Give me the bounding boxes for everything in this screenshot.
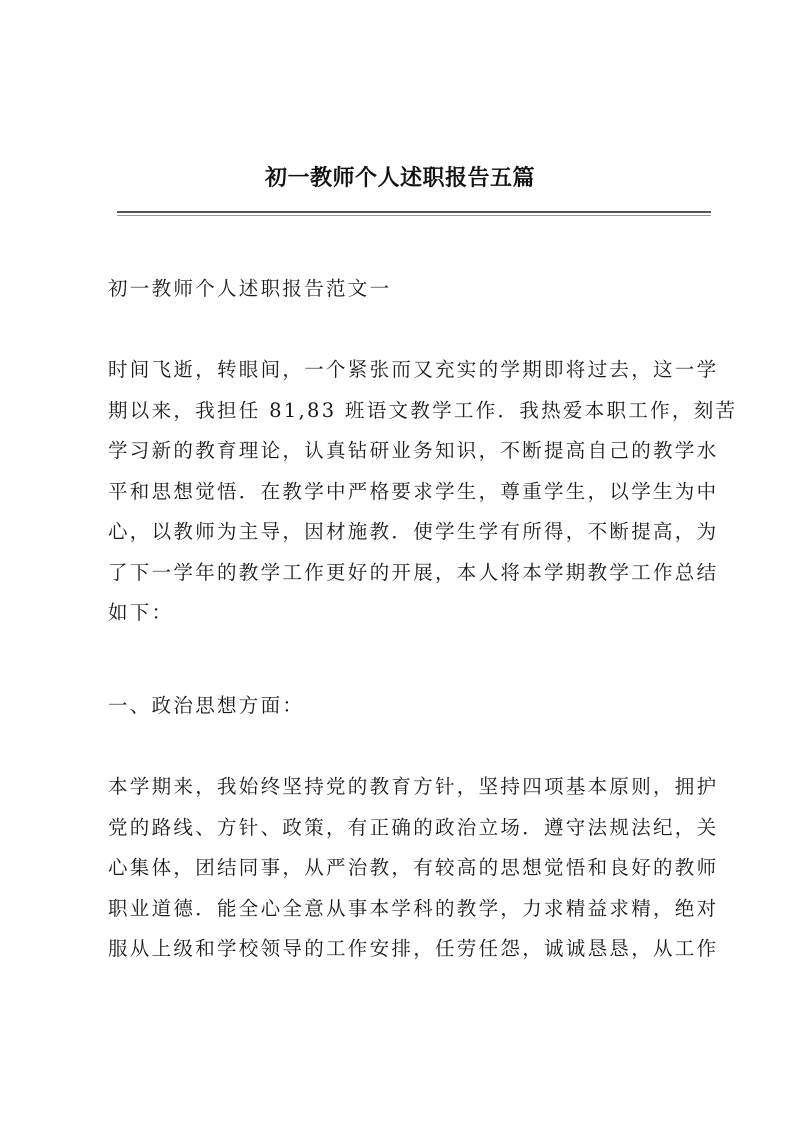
paragraph-line: 如下： xyxy=(108,601,174,624)
subtitle-line: 初一教师个人述职报告范文一 xyxy=(108,277,392,300)
paragraph-line: 服从上级和学校领导的工作安排，任劳任怨，诚诚恳恳，从工作 xyxy=(108,937,719,960)
paragraph-2 xyxy=(108,767,719,970)
paragraph-1 xyxy=(108,350,738,634)
paragraph-line: 时间飞逝，转眼间，一个紧张而又充实的学期即将过去，这一学 xyxy=(108,358,719,381)
paragraph-line: 了下一学年的教学工作更好的开展，本人将本学期教学工作总结 xyxy=(108,560,719,584)
paragraph-line: 学习新的教育理论，认真钻研业务知识，不断提高自己的教学水 xyxy=(108,439,719,462)
document-title: 初一教师个人述职报告五篇 xyxy=(264,165,535,191)
paragraph-line: 心，以教师为主导，因材施教．使学生学有所得，不断提高，为 xyxy=(108,520,719,543)
paragraph-line: 党的路线、方针、政策，有正确的政治立场．遵守法规法纪，关 xyxy=(108,815,719,839)
paragraph-line: 平和思想觉悟．在教学中严格要求学生，尊重学生，以学生为中 xyxy=(108,479,719,503)
paragraph-line: 期以来，我担任 81,83 班语文教学工作．我热爱本职工作，刻苦 xyxy=(108,398,738,422)
section-heading xyxy=(108,686,712,727)
paragraph-line: 本学期来，我始终坚持党的教育方针，坚持四项基本原则，拥护 xyxy=(108,775,719,798)
title-divider xyxy=(117,211,711,213)
paragraph-line: 心集体，团结同事，从严治教，有较高的思想觉悟和良好的教师 xyxy=(108,856,719,879)
heading-line: 一、政治思想方面： xyxy=(108,694,305,717)
paragraph-line: 职业道德．能全心全意从事本学科的教学，力求精益求精，绝对 xyxy=(108,896,719,920)
section-subtitle xyxy=(108,269,712,310)
title-divider-thin xyxy=(117,215,711,216)
